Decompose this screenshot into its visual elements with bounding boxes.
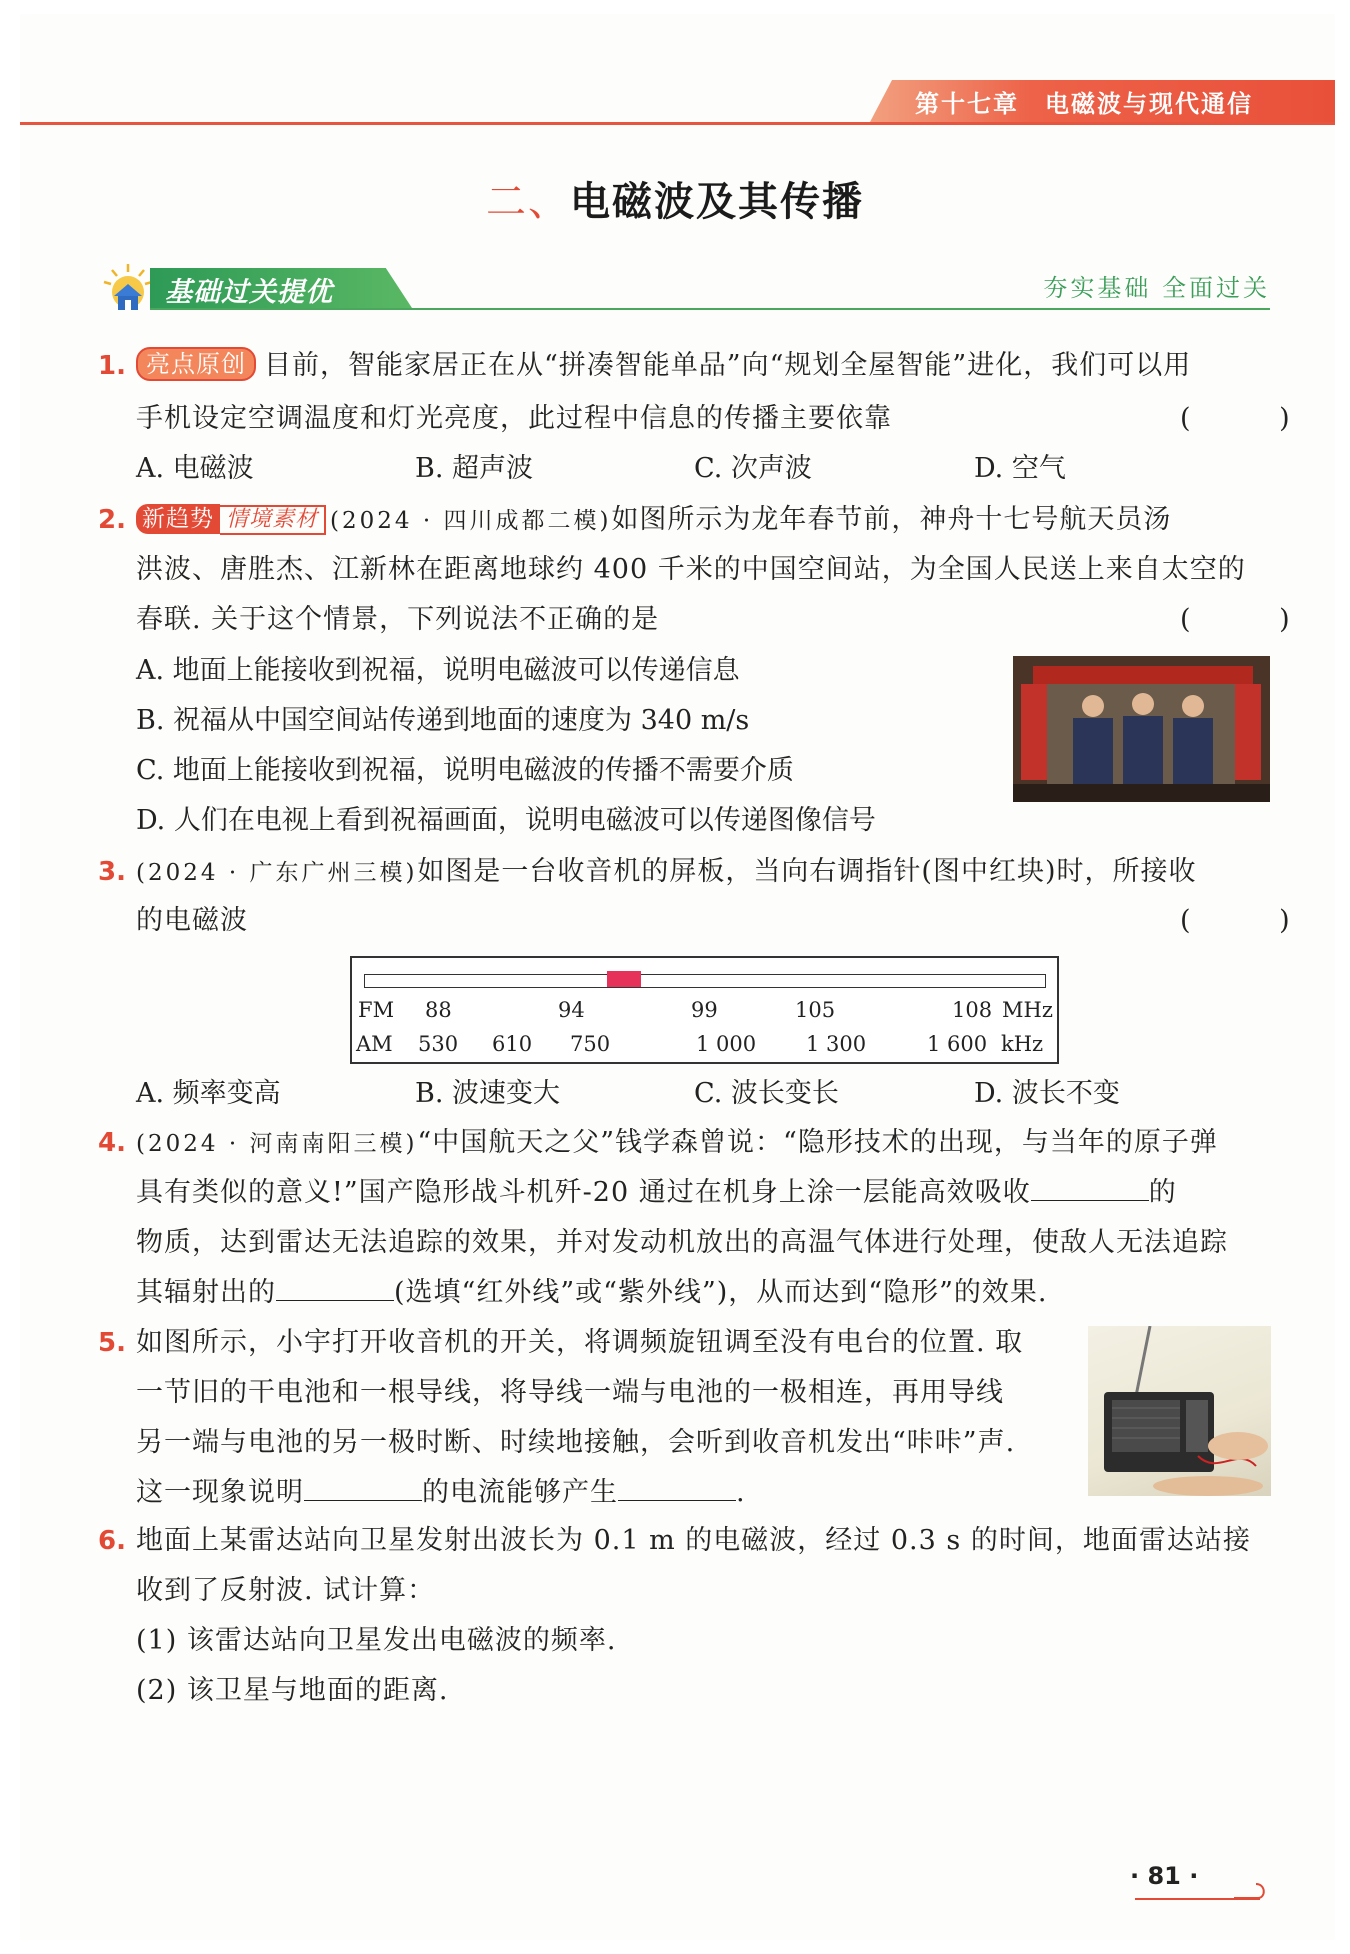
q5-line4-end: . bbox=[736, 1477, 746, 1508]
q2-line2: 洪波、唐胜杰、江新林在距离地球约 400 千米的中国空间站，为全国人民送上来自太空的 bbox=[136, 554, 1246, 585]
astronauts-photo bbox=[1013, 656, 1270, 802]
q6-sub2: (2) 该卫星与地面的距离. bbox=[136, 1675, 449, 1706]
header-rule bbox=[20, 122, 1335, 125]
q1-line2: 手机设定空调温度和灯光亮度，此过程中信息的传播主要依靠 bbox=[136, 403, 892, 434]
q4-line3: 物质，达到雷达无法追踪的效果，并对发动机放出的高温气体进行处理，使敌人无法追踪 bbox=[136, 1227, 1228, 1258]
fm-tick: 99 bbox=[691, 998, 718, 1022]
q2-line1 bbox=[136, 500, 1171, 541]
q6-sub1: (1) 该雷达站向卫星发出电磁波的频率. bbox=[136, 1625, 617, 1656]
am-tick: 750 bbox=[570, 1032, 611, 1056]
q3-option-a: A. 频率变高 bbox=[136, 1078, 281, 1109]
q3-option-b: B. 波速变大 bbox=[415, 1078, 561, 1109]
q1-number: 1. bbox=[98, 351, 126, 381]
am-tick: 1 600 bbox=[927, 1032, 988, 1056]
q4-source: (2024 · 河南南阳三模) bbox=[136, 1131, 418, 1157]
radio-battery-photo bbox=[1088, 1326, 1271, 1496]
q5-number: 5. bbox=[98, 1328, 126, 1358]
q5-blank-2[interactable] bbox=[618, 1474, 736, 1501]
q3-answer-paren: ( ) bbox=[1180, 905, 1330, 936]
q3-line1-text: 如图是一台收音机的屏板，当向右调指针(图中红块)时，所接收 bbox=[417, 856, 1197, 887]
fm-tick: 94 bbox=[558, 998, 585, 1022]
dial-track bbox=[364, 974, 1046, 988]
q2-number: 2. bbox=[98, 505, 126, 535]
q3-line2: 的电磁波 bbox=[136, 905, 248, 936]
q2-option-c: C. 地面上能接收到祝福，说明电磁波的传播不需要介质 bbox=[136, 755, 794, 786]
page-number: · 81 · bbox=[1130, 1862, 1199, 1890]
fm-unit: MHz bbox=[1002, 998, 1053, 1022]
page-curl-icon bbox=[1232, 1872, 1266, 1902]
am-tick: 610 bbox=[492, 1032, 533, 1056]
q6-line1: 地面上某雷达站向卫星发射出波长为 0.1 m 的电磁波，经过 0.3 s 的时间，地面雷达站接 bbox=[136, 1525, 1251, 1556]
q6-line2: 收到了反射波. 试计算： bbox=[136, 1575, 436, 1606]
q2-option-b: B. 祝福从中国空间站传递到地面的速度为 340 m/s bbox=[136, 705, 750, 736]
chapter-title: 电磁波与现代通信 bbox=[1045, 90, 1253, 118]
q2-badge-trend: 新趋势 bbox=[136, 504, 220, 534]
q2-badge-context: 情境素材 bbox=[220, 505, 326, 535]
q3-line1 bbox=[136, 852, 1197, 893]
q4-line1-text: “中国航天之父”钱学森曾说：“隐形技术的出现，与当年的原子弹 bbox=[417, 1127, 1218, 1158]
am-tick: 1 300 bbox=[806, 1032, 867, 1056]
q4-blank-2[interactable] bbox=[276, 1274, 394, 1301]
radio-battery-illustration bbox=[1088, 1326, 1271, 1496]
q1-option-b: B. 超声波 bbox=[415, 453, 534, 484]
q2-source: (2024 · 四川成都二模) bbox=[330, 508, 612, 534]
q4-line1 bbox=[136, 1123, 1218, 1164]
fm-label: FM bbox=[358, 998, 395, 1022]
q2-option-d: D. 人们在电视上看到祝福画面，说明电磁波可以传递图像信号 bbox=[136, 805, 876, 836]
q2-line3: 春联. 关于这个情景，下列说法不正确的是 bbox=[136, 604, 660, 635]
q5-line4 bbox=[136, 1473, 746, 1513]
q3-option-c: C. 波长变长 bbox=[694, 1078, 839, 1109]
q1-option-d: D. 空气 bbox=[974, 453, 1066, 484]
q4-line4-text: 其辐射出的 bbox=[136, 1277, 276, 1308]
radio-dial bbox=[350, 956, 1059, 1064]
q3-option-d: D. 波长不变 bbox=[974, 1078, 1120, 1109]
chapter-heading bbox=[915, 84, 1279, 118]
q4-number: 4. bbox=[98, 1128, 126, 1158]
dial-needle bbox=[607, 971, 641, 987]
section-title bbox=[0, 170, 1350, 227]
q3-number: 3. bbox=[98, 857, 126, 887]
fm-tick: 88 bbox=[425, 998, 452, 1022]
am-tick: 530 bbox=[418, 1032, 459, 1056]
q6-number: 6. bbox=[98, 1526, 126, 1556]
fm-tick: 105 bbox=[795, 998, 836, 1022]
section-number: 二、 bbox=[486, 179, 570, 225]
am-tick: 1 000 bbox=[696, 1032, 757, 1056]
q4-line4 bbox=[136, 1273, 1047, 1313]
am-label: AM bbox=[356, 1032, 393, 1056]
q5-blank-1[interactable] bbox=[304, 1474, 422, 1501]
am-unit: kHz bbox=[1001, 1032, 1044, 1056]
q5-line1: 如图所示，小宇打开收音机的开关，将调频旋钮调至没有电台的位置. 取 bbox=[136, 1327, 1024, 1358]
q1-badge: 亮点原创 bbox=[136, 347, 256, 381]
q3-source: (2024 · 广东广州三模) bbox=[136, 860, 418, 886]
q1-line1 bbox=[136, 346, 1191, 386]
q1-option-c: C. 次声波 bbox=[694, 453, 812, 484]
q2-answer-paren: ( ) bbox=[1180, 604, 1330, 635]
q4-line2-end: 的 bbox=[1148, 1177, 1177, 1208]
astronauts-illustration bbox=[1013, 656, 1270, 802]
q5-line4-mid: 的电流能够产生 bbox=[422, 1477, 618, 1508]
q4-line2-text: 具有类似的意义!”国产隐形战斗机歼-20 通过在机身上涂一层能高效吸收 bbox=[136, 1177, 1031, 1208]
banner-slogan: 夯实基础 全面过关 bbox=[1043, 274, 1270, 302]
chapter-number: 第十七章 bbox=[915, 90, 1019, 118]
q1-answer-paren: ( ) bbox=[1180, 403, 1330, 434]
q1-line1-text: 目前，智能家居正在从“拼凑智能单品”向“规划全屋智能”进化，我们可以用 bbox=[264, 350, 1192, 381]
q4-line4-end: (选填“红外线”或“紫外线”)，从而达到“隐形”的效果. bbox=[394, 1277, 1048, 1308]
banner-tag-text: 基础过关提优 bbox=[165, 277, 333, 308]
q5-line4-text: 这一现象说明 bbox=[136, 1477, 304, 1508]
q2-option-a: A. 地面上能接收到祝福，说明电磁波可以传递信息 bbox=[136, 655, 740, 686]
q4-blank-1[interactable] bbox=[1031, 1174, 1149, 1201]
q4-line2 bbox=[136, 1173, 1177, 1213]
q2-line1-text: 如图所示为龙年春节前，神舟十七号航天员汤 bbox=[611, 504, 1172, 535]
q5-line3: 另一端与电池的另一极时断、时续地接触，会听到收音机发出“咔咔”声. bbox=[136, 1427, 1016, 1458]
section-title-text: 电磁波及其传播 bbox=[570, 178, 864, 225]
fm-tick: 108 bbox=[952, 998, 993, 1022]
banner-rule bbox=[150, 308, 1270, 310]
q1-option-a: A. 电磁波 bbox=[136, 453, 254, 484]
house-sun-icon bbox=[100, 262, 156, 312]
q5-line2: 一节旧的干电池和一根导线，将导线一端与电池的一极相连，再用导线 bbox=[136, 1377, 1004, 1408]
